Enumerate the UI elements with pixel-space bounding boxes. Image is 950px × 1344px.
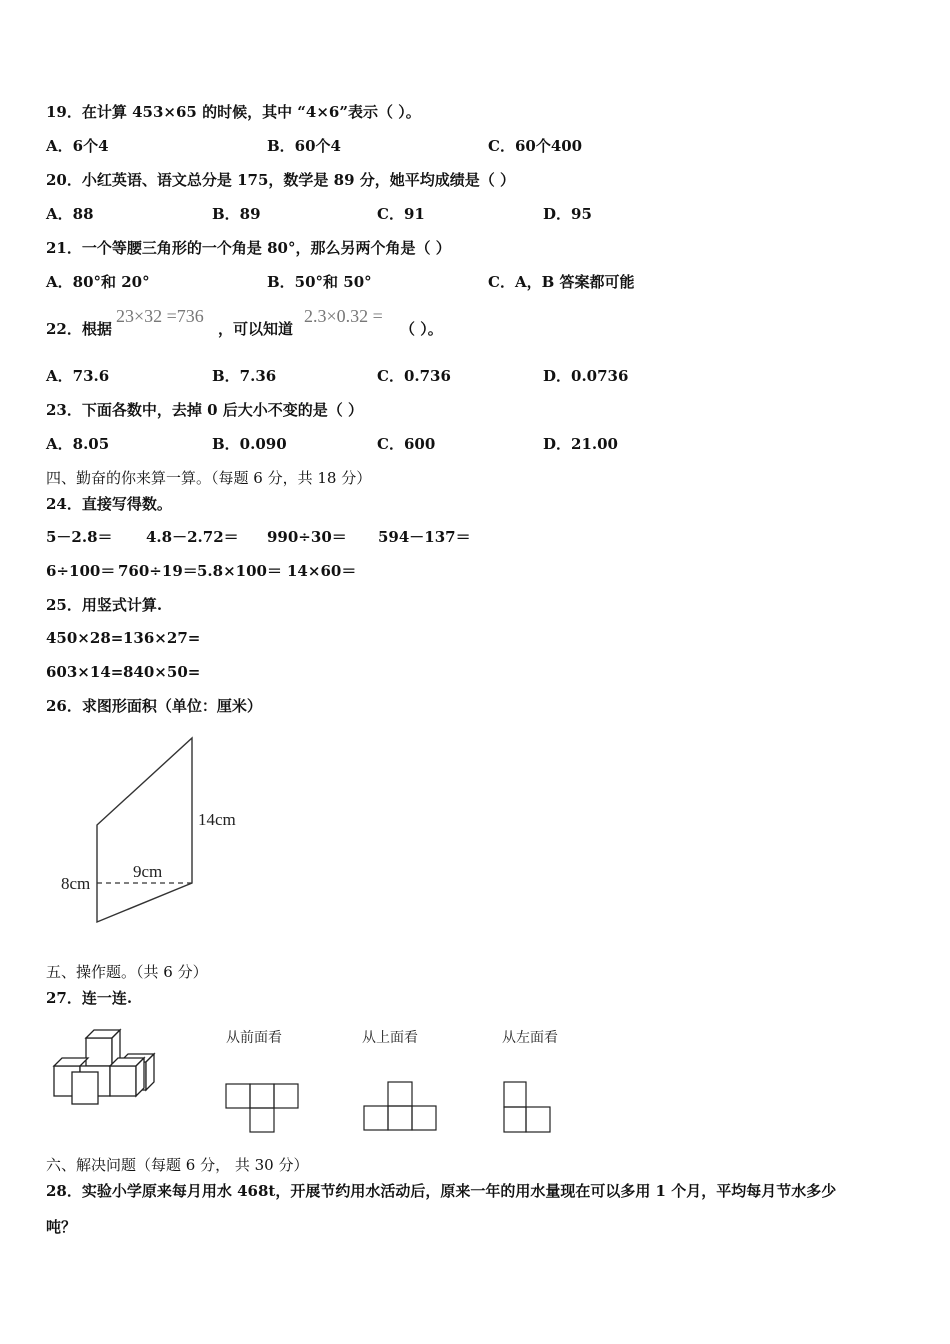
q25-item: 603×14= xyxy=(46,663,124,681)
trapezoid-figure xyxy=(55,730,255,930)
section-6-heading: 六、解决问题（每题 6 分， 共 30 分） xyxy=(46,1156,309,1174)
q28-stem-line-2: 吨？ xyxy=(46,1218,77,1236)
q22-prefix: 22．根据 xyxy=(46,320,112,338)
q20-option-b: B．89 xyxy=(212,205,261,223)
q24-item: 990÷30＝ xyxy=(267,528,347,546)
q20-option-d: D．95 xyxy=(543,205,592,223)
q25-item: 450×28= xyxy=(46,629,124,647)
q19-option-a: A．6个4 xyxy=(46,137,109,155)
q20-option-c: C．91 xyxy=(377,205,425,223)
view-label-left: 从左面看 xyxy=(502,1030,558,1046)
q27-stem: 27．连一连. xyxy=(46,989,133,1007)
q22-suffix: （ ）。 xyxy=(400,320,443,338)
q19-option-c: C．60个400 xyxy=(488,137,583,155)
q26-stem: 26．求图形面积（单位：厘米） xyxy=(46,697,262,715)
left-view-option xyxy=(498,1026,598,1136)
q22-option-a: A．73.6 xyxy=(46,367,110,385)
trapezoid-shape xyxy=(97,738,192,922)
top-view-option xyxy=(358,1026,458,1136)
q23-option-c: C．600 xyxy=(377,435,436,453)
q24-item: 4.8－2.72＝ xyxy=(146,528,239,546)
q21-option-c: C．A，B 答案都可能 xyxy=(488,273,635,291)
q24-item: 5.8×100＝ xyxy=(197,562,282,580)
q22-option-b: B．7.36 xyxy=(212,367,277,385)
q21-option-b: B．50°和 50° xyxy=(267,273,372,291)
section-5-heading: 五、操作题。（共 6 分） xyxy=(46,963,208,981)
q23-option-d: D．21.00 xyxy=(543,435,618,453)
section-4-heading: 四、勤奋的你来算一算。（每题 6 分，共 18 分） xyxy=(46,469,372,487)
q19-option-b: B．60个4 xyxy=(267,137,341,155)
q24-item: 14×60＝ xyxy=(287,562,357,580)
q23-stem: 23．下面各数中，去掉 0 后大小不变的是（ ） xyxy=(46,401,363,419)
q25-item: 136×27= xyxy=(123,629,201,647)
q22-equation-query: 2.3×0.32 = xyxy=(304,306,383,326)
q24-item: 760÷19＝ xyxy=(118,562,198,580)
label-right-side: 14cm xyxy=(198,810,236,829)
front-view-option xyxy=(222,1026,322,1136)
q28-stem-line-1: 28．实验小学原来每月用水 468t，开展节约用水活动后，原来一年的用水量现在可以多用 1 个月，平均每月节水多少 xyxy=(46,1182,837,1200)
q20-option-a: A．88 xyxy=(46,205,94,223)
q21-option-a: A．80°和 20° xyxy=(46,273,150,291)
q24-item: 594－137＝ xyxy=(378,528,471,546)
cube-stack-figure xyxy=(46,1022,156,1112)
q25-stem: 25．用竖式计算. xyxy=(46,596,163,614)
q23-option-b: B．0.090 xyxy=(212,435,287,453)
q25-item: 840×50= xyxy=(123,663,201,681)
q21-stem: 21．一个等腰三角形的一个角是 80°，那么另两个角是（ ） xyxy=(46,239,451,257)
q19-stem: 19．在计算 453×65 的时候，其中 “4×6”表示（ ）。 xyxy=(46,103,421,121)
q24-item: 6÷100＝ xyxy=(46,562,116,580)
label-height: 9cm xyxy=(133,862,163,881)
q22-option-c: C．0.736 xyxy=(377,367,451,385)
q24-stem: 24．直接写得数。 xyxy=(46,495,172,513)
q24-item: 5－2.8＝ xyxy=(46,528,113,546)
q22-middle: ，可以知道 xyxy=(218,320,294,338)
q23-option-a: A．8.05 xyxy=(46,435,110,453)
label-left-side: 8cm xyxy=(61,874,91,893)
view-label-top: 从上面看 xyxy=(362,1030,418,1046)
q20-stem: 20．小红英语、语文总分是 175，数学是 89 分，她平均成绩是（ ） xyxy=(46,171,515,189)
q22-equation-given: 23×32 =736 xyxy=(116,306,204,326)
q22-option-d: D．0.0736 xyxy=(543,367,629,385)
view-label-front: 从前面看 xyxy=(226,1030,282,1046)
